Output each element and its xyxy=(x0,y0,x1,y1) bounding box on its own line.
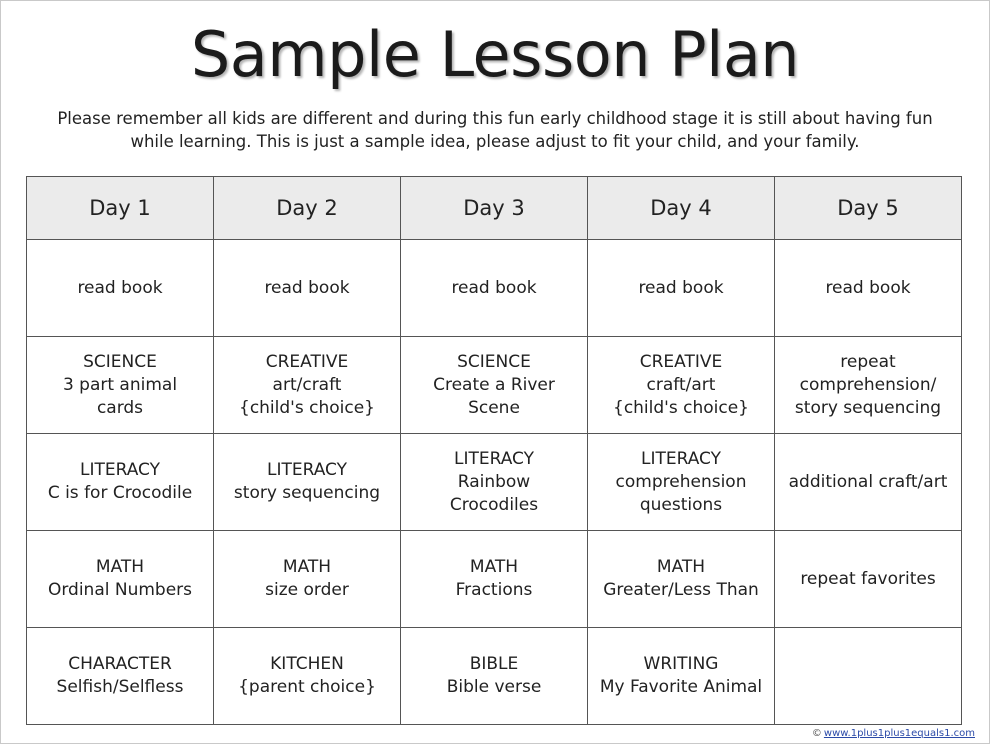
cell-line: MATH xyxy=(469,557,519,577)
cell-line: MATH xyxy=(95,557,145,577)
cell-line: read book xyxy=(264,277,350,298)
cell-line: LITERACY xyxy=(266,460,348,480)
cell-line: {child's choice} xyxy=(239,397,375,418)
lesson-cell xyxy=(775,240,962,337)
cell-line: SCIENCE xyxy=(83,351,157,372)
lesson-cell xyxy=(775,434,962,531)
cell-line: Scene xyxy=(468,397,520,418)
lesson-cell xyxy=(27,240,214,337)
cell-line: CHARACTER xyxy=(68,654,172,674)
table-row xyxy=(27,337,962,434)
cell-line: Ordinal Numbers xyxy=(47,580,193,600)
cell-line: LITERACY xyxy=(453,448,535,469)
lesson-cell xyxy=(588,240,775,337)
cell-line: WRITING xyxy=(643,654,719,674)
cell-line: comprehension/ xyxy=(799,374,937,395)
cell-line: size order xyxy=(265,580,349,600)
lesson-cell xyxy=(588,628,775,725)
lesson-cell xyxy=(214,628,401,725)
cell-line: Crocodiles xyxy=(449,494,539,515)
cell-line: craft/art xyxy=(646,374,716,395)
cell-line: cards xyxy=(96,397,144,418)
cell-line: {child's choice} xyxy=(613,397,749,418)
credit xyxy=(812,728,975,739)
day-header: Day 5 xyxy=(775,177,962,240)
cell-line: art/craft xyxy=(272,374,342,395)
plan-body xyxy=(27,240,962,725)
lesson-cell xyxy=(214,240,401,337)
lesson-cell xyxy=(588,531,775,628)
lesson-cell xyxy=(588,337,775,434)
lesson-cell xyxy=(588,434,775,531)
lesson-cell xyxy=(27,337,214,434)
cell-line: CREATIVE xyxy=(265,351,349,372)
lesson-cell xyxy=(27,628,214,725)
cell-line: Selfish/Selfless xyxy=(56,677,184,697)
cell-line: C is for Crocodile xyxy=(47,483,193,503)
lesson-plan-table xyxy=(26,176,962,725)
cell-line: Bible verse xyxy=(446,677,542,697)
table-row xyxy=(27,240,962,337)
cell-line: Greater/Less Than xyxy=(603,580,759,600)
lesson-cell xyxy=(775,337,962,434)
intro-text: Please remember all kids are different and during this fun early childhood stage it is still about having fun while learning. This is just a sample idea, please adjust to fit your child, and your family. xyxy=(57,109,933,151)
lesson-cell xyxy=(214,531,401,628)
cell-line: LITERACY xyxy=(640,448,722,469)
cell-line: story sequencing xyxy=(794,397,942,418)
day-header: Day 3 xyxy=(401,177,588,240)
cell-line: read book xyxy=(451,277,537,298)
cell-line: Rainbow xyxy=(457,471,531,492)
lesson-cell xyxy=(401,434,588,531)
lesson-cell xyxy=(27,531,214,628)
lesson-cell xyxy=(27,434,214,531)
cell-line: comprehension xyxy=(615,471,747,492)
lesson-cell xyxy=(214,337,401,434)
cell-line: {parent choice} xyxy=(238,677,376,697)
table-row xyxy=(27,434,962,531)
cell-line: story sequencing xyxy=(233,483,381,503)
lesson-cell xyxy=(401,531,588,628)
day-header: Day 1 xyxy=(27,177,214,240)
day-header: Day 4 xyxy=(588,177,775,240)
cell-line: MATH xyxy=(656,557,706,577)
cell-line: BIBLE xyxy=(469,654,519,674)
cell-line: read book xyxy=(825,277,911,298)
cell-line: KITCHEN xyxy=(270,654,344,674)
lesson-cell xyxy=(214,434,401,531)
cell-line: Fractions xyxy=(455,580,533,600)
cell-line: repeat favorites xyxy=(800,568,936,589)
lesson-cell xyxy=(401,337,588,434)
cell-line: read book xyxy=(638,277,724,298)
cell-line: SCIENCE xyxy=(457,351,531,372)
copyright-symbol: © xyxy=(811,728,822,739)
lesson-cell xyxy=(401,240,588,337)
cell-line: My Favorite Animal xyxy=(599,677,763,697)
lesson-cell xyxy=(401,628,588,725)
cell-line: CREATIVE xyxy=(639,351,723,372)
day-header: Day 2 xyxy=(214,177,401,240)
cell-line: read book xyxy=(77,277,163,298)
cell-line: additional craft/art xyxy=(788,471,948,492)
cell-line: questions xyxy=(639,494,723,515)
cell-line: 3 part animal xyxy=(62,374,178,395)
lesson-cell xyxy=(775,531,962,628)
credit-link[interactable]: www.1plus1plus1equals1.com xyxy=(823,728,975,739)
lesson-cell xyxy=(775,628,962,725)
cell-line: repeat xyxy=(840,351,896,372)
page-title: Sample Lesson Plan xyxy=(190,18,800,91)
cell-line: MATH xyxy=(282,557,332,577)
cell-line: LITERACY xyxy=(79,460,161,480)
table-row xyxy=(27,628,962,725)
table-row xyxy=(27,531,962,628)
header-row xyxy=(27,177,962,240)
cell-line: Create a River xyxy=(433,374,555,395)
